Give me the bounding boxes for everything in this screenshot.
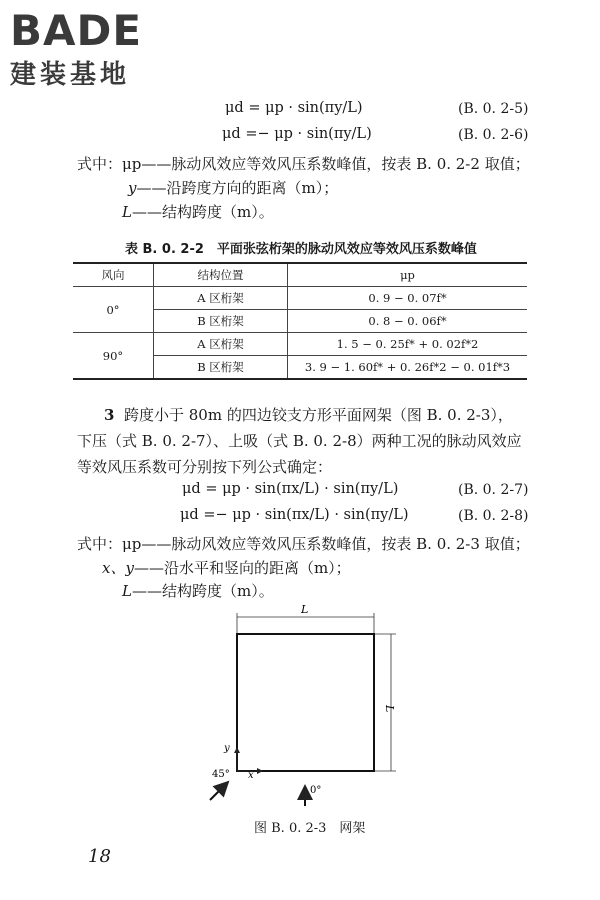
paragraph-number: 3 — [104, 406, 115, 424]
paragraph-line: 等效风压系数可分别按下列公式确定： — [77, 458, 333, 476]
paragraph-text: 跨度小于 80m 的四边铰支方形平面网架（图 B. 0. 2-3）， — [123, 406, 513, 424]
legend-line — [77, 533, 530, 554]
legend-symbol: L — [122, 582, 132, 600]
y-axis-label: y — [224, 743, 230, 754]
legend-symbol: 式中：μp — [77, 155, 142, 173]
legend-line — [77, 153, 530, 174]
grid-frame-figure — [200, 600, 420, 810]
table-cell-value: 0. 8 − 0. 06f* — [288, 310, 528, 333]
top-dimension-label: L — [301, 603, 309, 616]
legend-symbol: 式中：μp — [77, 535, 142, 553]
equation-number: (B. 0. 2-5) — [458, 101, 529, 117]
wind-45-arrow — [210, 782, 228, 800]
grid-frame-square — [237, 634, 374, 771]
coefficient-table — [73, 262, 527, 380]
legend-desc: ——沿跨度方向的距离（m）； — [136, 179, 339, 197]
table-cell-direction: 90° — [73, 333, 154, 380]
legend-symbol: L — [122, 203, 132, 221]
paragraph-line: 下压（式 B. 0. 2-7）、上吸（式 B. 0. 2-8）两种工况的脉动风效应 — [77, 432, 522, 450]
right-dimension-label: L — [383, 705, 396, 713]
wind-0-label: 0° — [310, 785, 322, 796]
table-header-row — [73, 263, 527, 287]
table-cell-position: B 区桁架 — [154, 310, 288, 333]
table-row — [73, 333, 527, 356]
legend-desc: ——结构跨度（m）。 — [131, 582, 274, 600]
table-cell-position: A 区桁架 — [154, 333, 288, 356]
legend-desc: ——沿水平和竖向的距离（m）； — [133, 559, 351, 577]
logo-subtitle: 建装基地 — [10, 60, 131, 90]
equation: μd =− μp · sin(πy/L) — [222, 126, 372, 142]
legend-line — [102, 557, 351, 578]
table-cell-position: B 区桁架 — [154, 356, 288, 380]
table-header: 结构位置 — [154, 263, 288, 287]
legend-desc: ——脉动风效应等效风压系数峰值，按表 B. 0. 2-3 取值； — [141, 535, 530, 553]
table-row — [73, 287, 527, 310]
legend-desc: ——脉动风效应等效风压系数峰值，按表 B. 0. 2-2 取值； — [141, 155, 530, 173]
table-cell-direction: 0° — [73, 287, 154, 333]
table-header: μp — [288, 263, 528, 287]
table-cell-value: 1. 5 − 0. 25f* + 0. 02f*2 — [288, 333, 528, 356]
legend-symbol: y — [128, 179, 137, 197]
legend-line — [128, 177, 338, 198]
page-number: 18 — [88, 846, 111, 867]
legend-desc: ——结构跨度（m）。 — [131, 203, 274, 221]
legend-line — [122, 201, 274, 222]
equation: μd = μp · sin(πy/L) — [225, 100, 363, 116]
x-axis-label: x — [248, 770, 254, 781]
paragraph-line — [104, 404, 513, 425]
equation: μd =− μp · sin(πx/L) · sin(πy/L) — [180, 507, 409, 523]
equation: μd = μp · sin(πx/L) · sin(πy/L) — [182, 481, 399, 497]
equation-number: (B. 0. 2-8) — [458, 508, 529, 524]
equation-number: (B. 0. 2-7) — [458, 482, 529, 498]
figure-caption: 图 B. 0. 2-3 网架 — [254, 821, 366, 836]
table-header: 风向 — [73, 263, 154, 287]
legend-line — [122, 580, 274, 601]
legend-symbol: x、y — [102, 559, 134, 577]
logo: BADE — [10, 6, 143, 55]
table-cell-position: A 区桁架 — [154, 287, 288, 310]
equation-number: (B. 0. 2-6) — [458, 127, 529, 143]
table-cell-value: 0. 9 − 0. 07f* — [288, 287, 528, 310]
table-cell-value: 3. 9 − 1. 60f* + 0. 26f*2 − 0. 01f*3 — [288, 356, 528, 380]
wind-45-label: 45° — [212, 769, 230, 780]
table-caption: 表 B. 0. 2-2 平面张弦桁架的脉动风效应等效风压系数峰值 — [125, 242, 477, 257]
